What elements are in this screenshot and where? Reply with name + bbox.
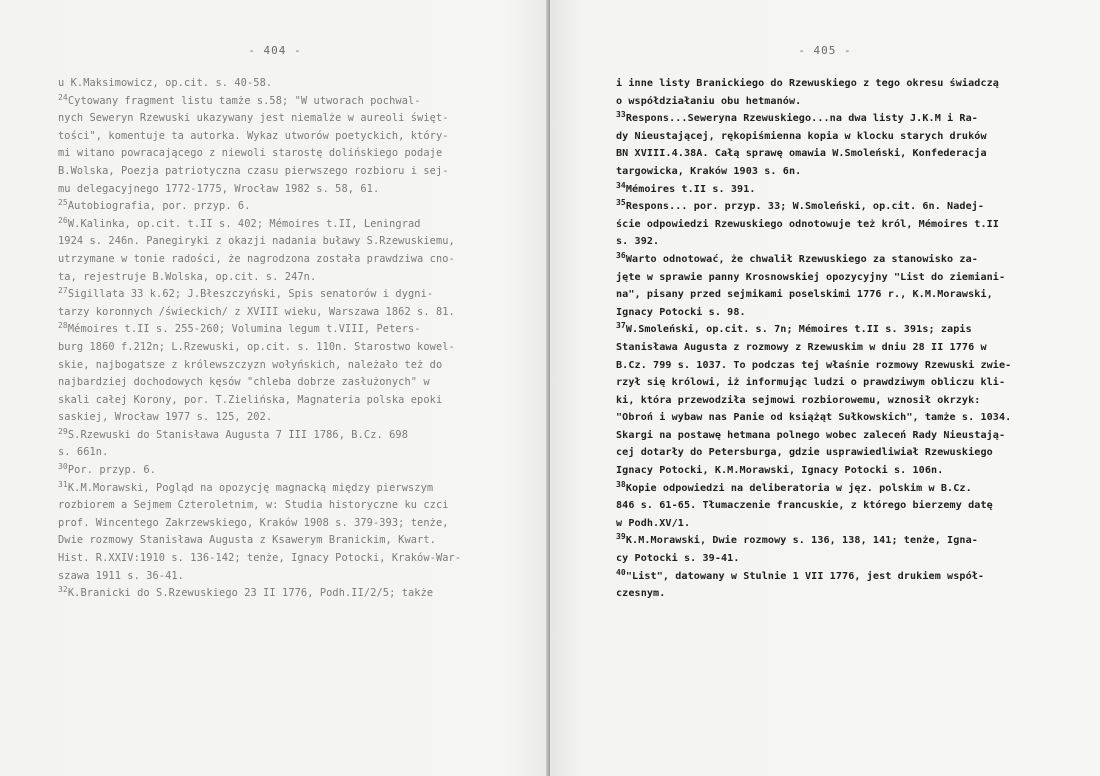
text-line (58, 269, 461, 287)
text-line (58, 515, 461, 533)
line-text: prof. Wincentego Zakrzewskiego, Kraków 1908 s. 379-393; tenże, (58, 516, 449, 529)
text-line (58, 568, 461, 586)
text-line (616, 75, 1011, 93)
line-text: Ignacy Potocki, K.M.Morawski, Ignacy Potocki s. 106n. (616, 465, 944, 477)
text-line (616, 357, 1011, 375)
line-text: skie, najbogatsze z królewszczyzn wołyńskich, należało też do (58, 358, 443, 371)
footnote-number: 30 (58, 462, 68, 472)
line-text: Autobiografia, por. przyp. 6. (67, 200, 251, 213)
line-text: S.Rzewuski do Stanisława Augusta 7 III 1786, B.Cz. 698 (67, 428, 409, 441)
line-text: Dwie rozmowy Stanisława Augusta z Ksawerym Branickim, Kwart. (58, 534, 436, 547)
text-line (616, 216, 1011, 234)
footnote-start-line (58, 585, 461, 603)
line-text: K.M.Morawski, Pogląd na opozycję magnacką między pierwszym (67, 481, 434, 494)
line-text: dy Nieustającej, rękopiśmienna kopia w klocku starych druków (616, 130, 987, 142)
line-text: Kopie odpowiedzi na deliberatoria w jęz. polskim w B.Cz. (625, 482, 972, 494)
line-text: K.Branicki do S.Rzewuskiego 23 II 1776, Podh.II/2/5; także (67, 587, 434, 600)
text-line (58, 409, 461, 427)
footnote-number: 33 (616, 110, 626, 120)
text-line (616, 128, 1011, 146)
line-text: BN XVIII.4.38A. Całą sprawę omawia W.Smoleński, Konfederacja (616, 148, 987, 160)
line-text: burg 1860 f.212n; L.Rzewuski, op.cit. s. 110n. Starostwo kowel- (58, 340, 455, 353)
footnote-number: 36 (616, 250, 626, 260)
footnotes-column (58, 75, 461, 603)
line-text: o współdziałaniu obu hetmanów. (616, 95, 802, 107)
text-line (616, 515, 1011, 533)
text-line (616, 93, 1011, 111)
text-line (58, 163, 461, 181)
line-text: rzył się królowi, iż informując ludzi o prawdziwym obliczu kli- (616, 377, 1006, 389)
page-number: - 405 - (798, 44, 852, 57)
line-text: utrzymane w tonie radości, że nagrodzona została prawdziwa cno- (58, 252, 455, 265)
line-text: W.Kalinka, op.cit. t.II s. 402; Mémoires t.II, Leningrad (67, 217, 421, 230)
text-line (616, 374, 1011, 392)
line-text: "List", datowany w Stulnie 1 VII 1776, jest drukiem współ- (625, 570, 985, 582)
footnote-number: 40 (616, 567, 626, 577)
footnote-start-line (58, 216, 461, 234)
footnote-number: 29 (58, 426, 68, 436)
line-text: ście odpowiedzi Rzewuskiego odnotowuje też król, Mémoires t.II (616, 218, 999, 230)
line-text: targowicka, Kraków 1903 s. 6n. (616, 165, 802, 177)
footnote-start-line (58, 286, 461, 304)
text-line (58, 145, 461, 163)
text-line (616, 163, 1011, 181)
footnote-number: 24 (58, 92, 68, 102)
line-text: 846 s. 61-65. Tłumaczenie francuskie, z którego bierzemy datę (616, 500, 993, 512)
text-line (616, 233, 1011, 251)
line-text: K.M.Morawski, Dwie rozmowy s. 136, 138, 141; tenże, Igna- (625, 535, 978, 547)
line-text: Hist. R.XXIV:1910 s. 136-142; tenże, Ignacy Potocki, Kraków-War- (58, 552, 462, 565)
footnote-number: 25 (58, 198, 68, 208)
text-line (616, 392, 1011, 410)
line-text: na", pisany przed sejmikami poselskimi 1776 r., K.M.Morawski, (616, 289, 993, 301)
line-text: cy Potocki s. 39-41. (616, 553, 740, 565)
line-text: Mémoires t.II s. 255-260; Volumina legum t.VIII, Peters- (67, 323, 421, 336)
line-text: Respons... por. przyp. 33; W.Smoleński, op.cit. 6n. Nadej- (625, 201, 985, 213)
text-line (58, 392, 461, 410)
line-text: Cytowany fragment listu tamże s.58; "W utworach pochwal- (67, 94, 421, 107)
line-text: cej dotarły do Petersburga, gdzie usprawiedliwiał Rzewuskiego (616, 447, 993, 459)
footnote-start-line (616, 251, 1011, 269)
line-text: 1924 s. 246n. Panegiryki z okazji nadania buławy S.Rzewuskiemu, (58, 235, 455, 248)
line-text: czesnym. (616, 588, 666, 600)
footnote-number: 34 (616, 180, 626, 190)
footnote-number: 38 (616, 479, 626, 489)
line-text: najbardziej dochodowych kęsów "chleba dobrze zasłużonych" w (58, 376, 430, 389)
footnote-number: 37 (616, 321, 626, 331)
page-number: - 404 - (248, 44, 302, 57)
footnote-number: 32 (58, 585, 68, 595)
line-text: s. 661n. (58, 446, 109, 459)
line-text: B.Cz. 799 s. 1037. To podczas tej właśnie rozmowy Rzewuski zwie- (616, 359, 1012, 371)
footnote-number: 28 (58, 321, 68, 331)
text-line (58, 110, 461, 128)
footnote-start-line (616, 198, 1011, 216)
text-line (58, 181, 461, 199)
footnote-start-line (58, 427, 461, 445)
footnote-number: 27 (58, 286, 68, 296)
text-line (616, 427, 1011, 445)
line-text: szawa 1911 s. 36-41. (58, 569, 184, 582)
text-line (58, 444, 461, 462)
line-text: tości", komentuje ta autorka. Wykaz utworów poetyckich, który- (58, 129, 449, 142)
footnote-start-line (58, 198, 461, 216)
right-page (550, 0, 1100, 776)
text-line (616, 497, 1011, 515)
line-text: rozbiorem a Sejmem Czteroletnim, w: Studia historyczne ku czci (58, 499, 449, 512)
text-line (616, 339, 1011, 357)
text-line (616, 409, 1011, 427)
line-text: Respons...Seweryna Rzewuskiego...na dwa listy J.K.M i Ra- (625, 113, 978, 125)
footnote-start-line (616, 480, 1011, 498)
text-line (616, 269, 1011, 287)
text-line (58, 532, 461, 550)
text-line (58, 75, 461, 93)
text-line (616, 444, 1011, 462)
line-text: jęte w sprawie panny Krosnowskiej opozycyjny "List do ziemiani- (616, 271, 1006, 283)
text-line (58, 251, 461, 269)
line-text: mu delegacyjnego 1772-1775, Wrocław 1982 s. 58, 61. (58, 182, 380, 195)
footnote-start-line (58, 321, 461, 339)
text-line (58, 550, 461, 568)
text-line (616, 550, 1011, 568)
text-line (616, 304, 1011, 322)
line-text: Sigillata 33 k.62; J.Błeszczyński, Spis senatorów i dygni- (67, 288, 434, 301)
footnote-number: 35 (616, 198, 626, 208)
footnote-number: 26 (58, 215, 68, 225)
text-line (616, 286, 1011, 304)
footnote-number: 39 (616, 532, 626, 542)
line-text: s. 392. (616, 236, 660, 248)
footnote-start-line (616, 110, 1011, 128)
line-text: saskiej, Wrocław 1977 s. 125, 202. (58, 411, 273, 424)
line-text: mi witano powracającego z niewoli starostę dolińskiego podaje (58, 147, 443, 160)
text-line (58, 304, 461, 322)
text-line (616, 462, 1011, 480)
footnote-start-line (58, 480, 461, 498)
line-text: u K.Maksimowicz, op.cit. s. 40-58. (58, 77, 273, 89)
line-text: ki, która przewodziła sejmowi rozbiorowemu, wznosił okrzyk: (616, 394, 981, 406)
text-line (58, 374, 461, 392)
line-text: nych Seweryn Rzewuski ukazywany jest niemalże w aureoli święt- (58, 112, 449, 125)
footnote-start-line (58, 93, 461, 111)
line-text: "Obroń i wybaw nas Panie od książąt Sułkowskich", tamże s. 1034. (616, 412, 1012, 424)
text-line (58, 339, 461, 357)
text-line (58, 233, 461, 251)
line-text: ta, rejestruje B.Wolska, op.cit. s. 247n. (58, 270, 317, 283)
footnote-start-line (616, 181, 1011, 199)
line-text: i inne listy Branickiego do Rzewuskiego z tego okresu świadczą (616, 78, 999, 89)
line-text: Por. przyp. 6. (67, 464, 157, 477)
text-line (58, 357, 461, 375)
line-text: W.Smoleński, op.cit. s. 7n; Mémoires t.II s. 391s; zapis (625, 324, 972, 336)
line-text: B.Wolska, Poezja patriotyczna czasu pierwszego rozbioru i sej- (58, 164, 449, 177)
footnote-start-line (616, 532, 1011, 550)
line-text: skali całej Korony, por. T.Zielińska, Magnateria polska epoki (58, 393, 443, 406)
text-line (58, 128, 461, 146)
line-text: Ignacy Potocki s. 98. (616, 306, 746, 318)
line-text: w Podh.XV/1. (616, 517, 691, 529)
text-line (616, 145, 1011, 163)
footnotes-column (616, 75, 1011, 603)
line-text: Warto odnotować, że chwalił Rzewuskiego za stanowisko za- (625, 253, 978, 265)
line-text: Skargi na postawę hetmana polnego wobec zaleceń Rady Nieustają- (616, 429, 1006, 441)
line-text: tarzy koronnych /świeckich/ z XVIII wieku, Warszawa 1862 s. 81. (58, 305, 455, 318)
line-text: Mémoires t.II s. 391. (625, 183, 756, 195)
footnote-number: 31 (58, 479, 68, 489)
text-line (58, 497, 461, 515)
line-text: Stanisława Augusta z rozmowy z Rzewuskim w dniu 28 II 1776 w (616, 341, 987, 353)
footnote-start-line (616, 568, 1011, 586)
footnote-start-line (58, 462, 461, 480)
text-line (616, 585, 1011, 603)
footnote-start-line (616, 321, 1011, 339)
